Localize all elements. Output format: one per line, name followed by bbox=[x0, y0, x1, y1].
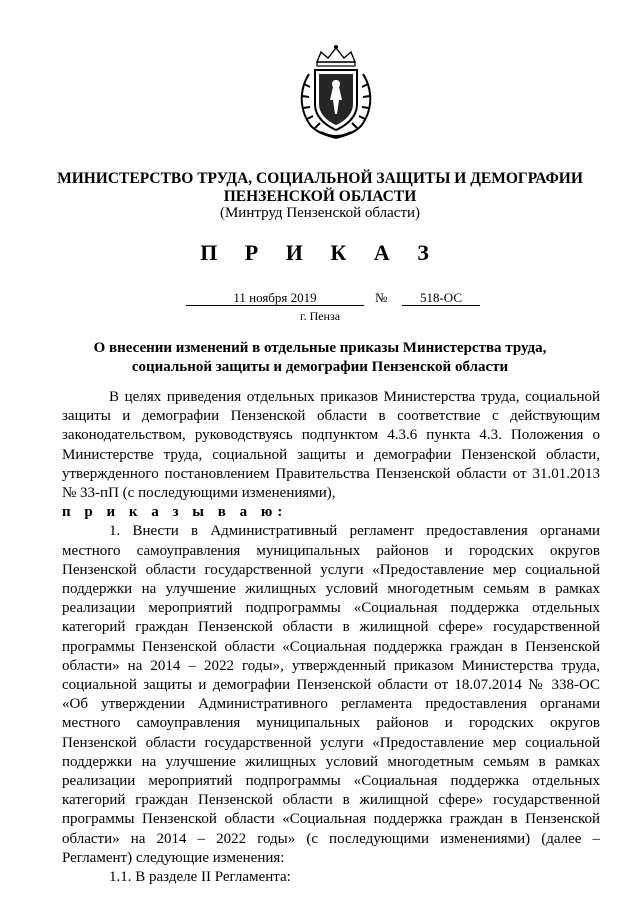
item-1-paragraph: 1. Внести в Административный регламент предоставления органами местного самоуправления муниципальных районов и городских округов Пензенской области государственной услуги «Предоставление мер социальной поддержки на улучшение жилищных условий многодетным семьям в рамках реализации мероприятий подпрограммы «Социальная поддержка отдельных категорий граждан Пензенской области в жилищной сфере» государственной программы Пензенской области «Социальная поддержка граждан в Пензенской области» на 2014 – 2022 годы», утвержденный приказом Министерства труда, социальной защиты и демографии Пензенской области от 18.07.2014 № 338-ОС «Об утверждении Административного регламента предоставления органами местного самоуправления муниципальных районов и городских округов Пензенской области государственной услуги «Предоставление мер социальной поддержки на улучшение жилищных условий многодетным семьям в рамках реализации мероприятий подпрограммы «Социальная поддержка отдельных категорий граждан Пензенской области в жилищной сфере» государственной программы Пензенской области «Социальная поддержка граждан в Пензенской области» на 2014 – 2022 годы» (с последующими изменениями) (далее – Регламент) следующие изменения: bbox=[62, 523, 600, 866]
ministry-name-line2: ПЕНЗЕНСКОЙ ОБЛАСТИ bbox=[223, 188, 417, 205]
coat-of-arms-icon bbox=[295, 44, 377, 140]
document-number: 518-ОС bbox=[402, 290, 480, 306]
item-1-1-paragraph: 1.1. В разделе II Регламента: bbox=[109, 869, 291, 886]
preamble-paragraph: В целях приведения отдельных приказов Министерства труда, социальной защиты и демографии Пензенской области в соответствие с действующим законодательством, руководствуясь подпунктом 4.3.6 пункта 4.3. Положения о Министерстве труда, социальной защиты и демографии Пензенской области, утвержденного постановлением Правительства Пензенской области от 31.01.2013 № 33-пП (с последующими изменениями), bbox=[62, 389, 600, 502]
document-city: г. Пенза bbox=[300, 309, 341, 323]
document-body bbox=[62, 388, 600, 887]
ministry-short-name: (Минтруд Пензенской области) bbox=[219, 205, 421, 221]
document-subject: О внесении изменений в отдельные приказы Министерства труда, социальной защиты и демографии Пензенской области bbox=[93, 340, 547, 375]
document-date: 11 ноября 2019 bbox=[186, 290, 364, 306]
orders-word: п р и к а з ы в а ю: bbox=[62, 504, 288, 521]
ministry-name-line1: МИНИСТЕРСТВО ТРУДА, СОЦИАЛЬНОЙ ЗАЩИТЫ И ДЕМОГРАФИИ bbox=[57, 170, 583, 187]
document-type-title: П Р И К А З bbox=[200, 240, 440, 265]
number-label: № bbox=[375, 290, 388, 305]
